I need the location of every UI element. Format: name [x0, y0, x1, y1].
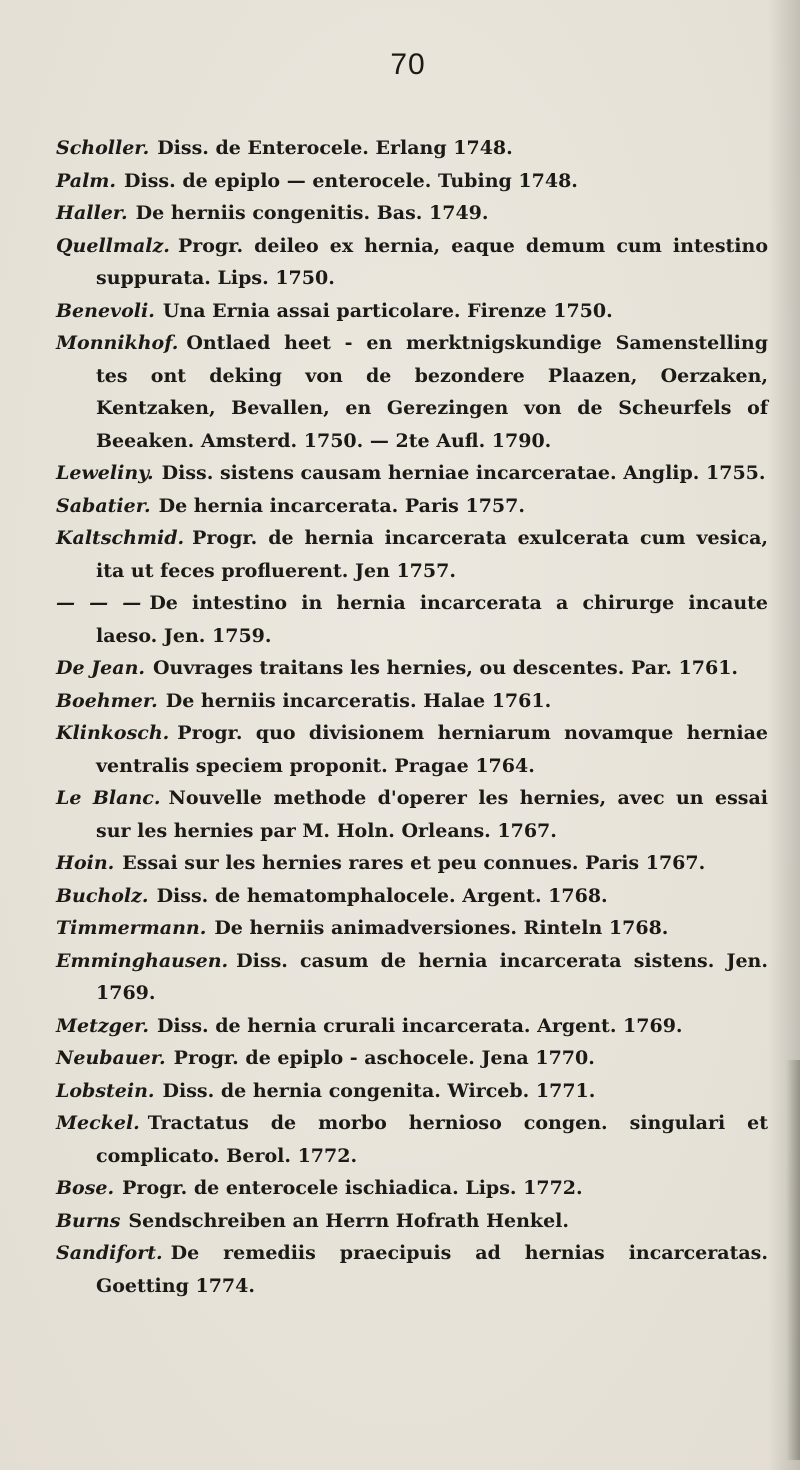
entry-text: Progr. de enterocele ischiadica. Lips. 1772.: [122, 1177, 583, 1199]
entry-text: Ontlaed heet - en merktnigskundige Samenstelling tes ont deking von de bezondere Plaazen, Oerzaken, Kentzaken, Bevallen, en Gerezingen von de Scheurfels of Beeaken. Amsterd. 1750. — 2te Aufl. 1790.: [96, 332, 768, 452]
bibliography-entry: [56, 1107, 768, 1172]
bibliography-entry: [56, 1205, 768, 1238]
bibliography-entry: [56, 1010, 768, 1043]
bibliography-entry: [56, 717, 768, 782]
entry-author: Quellmalz.: [56, 234, 170, 257]
bibliography-entry: [56, 1042, 768, 1075]
entry-text: Progr. deileo ex hernia, eaque demum cum intestino suppurata. Lips. 1750.: [96, 234, 768, 289]
bibliography-entry: [56, 945, 768, 1010]
bibliography-entry: [56, 327, 768, 457]
entry-text: Diss. de hematomphalocele. Argent. 1768.: [156, 884, 608, 907]
entry-text: Diss. de hernia crurali incarcerata. Argent. 1769.: [156, 1014, 683, 1037]
entry-text: Nouvelle methode d'operer les hernies, avec un essai sur les hernies par M. Holn. Orleans. 1767.: [96, 787, 769, 842]
entry-author: Timmermann.: [56, 917, 207, 939]
entry-text: Diss. casum de hernia incarcerata sistens. Jen. 1769.: [96, 949, 768, 1004]
entry-text: Ouvrages traitans les hernies, ou descentes. Par. 1761.: [153, 657, 739, 679]
entry-text: De remediis praecipuis ad hernias incarceratas. Goetting 1774.: [96, 1242, 768, 1297]
entry-author: Burns: [56, 1209, 121, 1232]
entry-text: Progr. de hernia incarcerata exulcerata cum vesica, ita ut feces profluerent. Jen 1757.: [96, 527, 768, 582]
entry-text: De herniis congenitis. Bas. 1749.: [135, 202, 489, 224]
entry-text: Una Ernia assai particolare. Firenze 1750.: [162, 299, 613, 322]
entry-author: Haller.: [56, 202, 128, 224]
bibliography-entry: [56, 685, 768, 718]
entry-author: Hoin.: [56, 852, 115, 874]
entry-text: De intestino in hernia incarcerata a chirurge incaute laeso. Jen. 1759.: [96, 592, 768, 647]
bibliography-list: [56, 132, 768, 1302]
entry-text: Diss. sistens causam herniae incarceratae. Anglip. 1755.: [161, 462, 766, 484]
bibliography-entry: [56, 912, 768, 945]
entry-author: Emminghausen.: [56, 949, 229, 972]
bibliography-entry: [56, 197, 768, 230]
bibliography-entry: [56, 847, 768, 880]
page-edge-shadow: [786, 1060, 800, 1460]
page-number: 70: [390, 48, 426, 81]
entry-text: Tractatus de morbo hernioso congen. singulari et complicato. Berol. 1772.: [96, 1112, 768, 1167]
entry-author: Metzger.: [56, 1014, 149, 1037]
entry-text: Sendschreiben an Herrn Hofrath Henkel.: [128, 1209, 570, 1232]
entry-author: Bucholz.: [56, 884, 149, 907]
entry-text: Diss. de epiplo — enterocele. Tubing 1748.: [124, 169, 578, 192]
bibliography-entry: [56, 295, 768, 328]
entry-author: Monnikhof.: [56, 332, 179, 354]
bibliography-entry: [56, 782, 768, 847]
bibliography-entry: [56, 1172, 768, 1205]
entry-author: Lobstein.: [56, 1079, 155, 1102]
entry-text: Diss. de Enterocele. Erlang 1748.: [157, 137, 513, 159]
bibliography-entry: [56, 457, 768, 490]
entry-author: Scholler.: [56, 137, 150, 159]
bibliography-entry: [56, 587, 768, 652]
entry-author: Leweliny.: [56, 462, 154, 484]
bibliography-entry: [56, 165, 768, 198]
entry-author: Sabatier.: [56, 494, 151, 517]
bibliography-entry: [56, 1075, 768, 1108]
entry-author: Kaltschmid.: [56, 527, 185, 549]
entry-author: Boehmer.: [56, 689, 158, 712]
entry-author: Benevoli.: [56, 299, 155, 322]
bibliography-entry: [56, 652, 768, 685]
entry-author: Palm.: [56, 169, 117, 192]
entry-text: Diss. de hernia congenita. Wirceb. 1771.: [162, 1079, 596, 1102]
entry-text: De herniis incarceratis. Halae 1761.: [165, 689, 552, 712]
entry-author: Klinkosch.: [56, 722, 170, 744]
entry-author: Sandifort.: [56, 1242, 163, 1264]
entry-author: Meckel.: [56, 1112, 140, 1134]
bibliography-entry: [56, 490, 768, 523]
entry-author: — — —: [56, 592, 142, 614]
entry-author: Le Blanc.: [56, 787, 161, 809]
bibliography-entry: [56, 880, 768, 913]
entry-text: De herniis animadversiones. Rinteln 1768.: [214, 917, 669, 939]
bibliography-entry: [56, 522, 768, 587]
bibliography-entry: [56, 1237, 768, 1302]
entry-author: De Jean.: [56, 657, 145, 679]
bibliography-entry: [56, 132, 768, 165]
bibliography-entry: [56, 230, 768, 295]
entry-text: De hernia incarcerata. Paris 1757.: [158, 494, 525, 517]
entry-text: Progr. de epiplo - aschocele. Jena 1770.: [173, 1047, 595, 1069]
entry-author: Neubauer.: [56, 1047, 166, 1069]
entry-author: Bose.: [56, 1177, 115, 1199]
entry-text: Essai sur les hernies rares et peu connues. Paris 1767.: [122, 852, 706, 874]
entry-text: Progr. quo divisionem herniarum novamque herniae ventralis speciem proponit. Pragae 1764.: [96, 722, 768, 777]
